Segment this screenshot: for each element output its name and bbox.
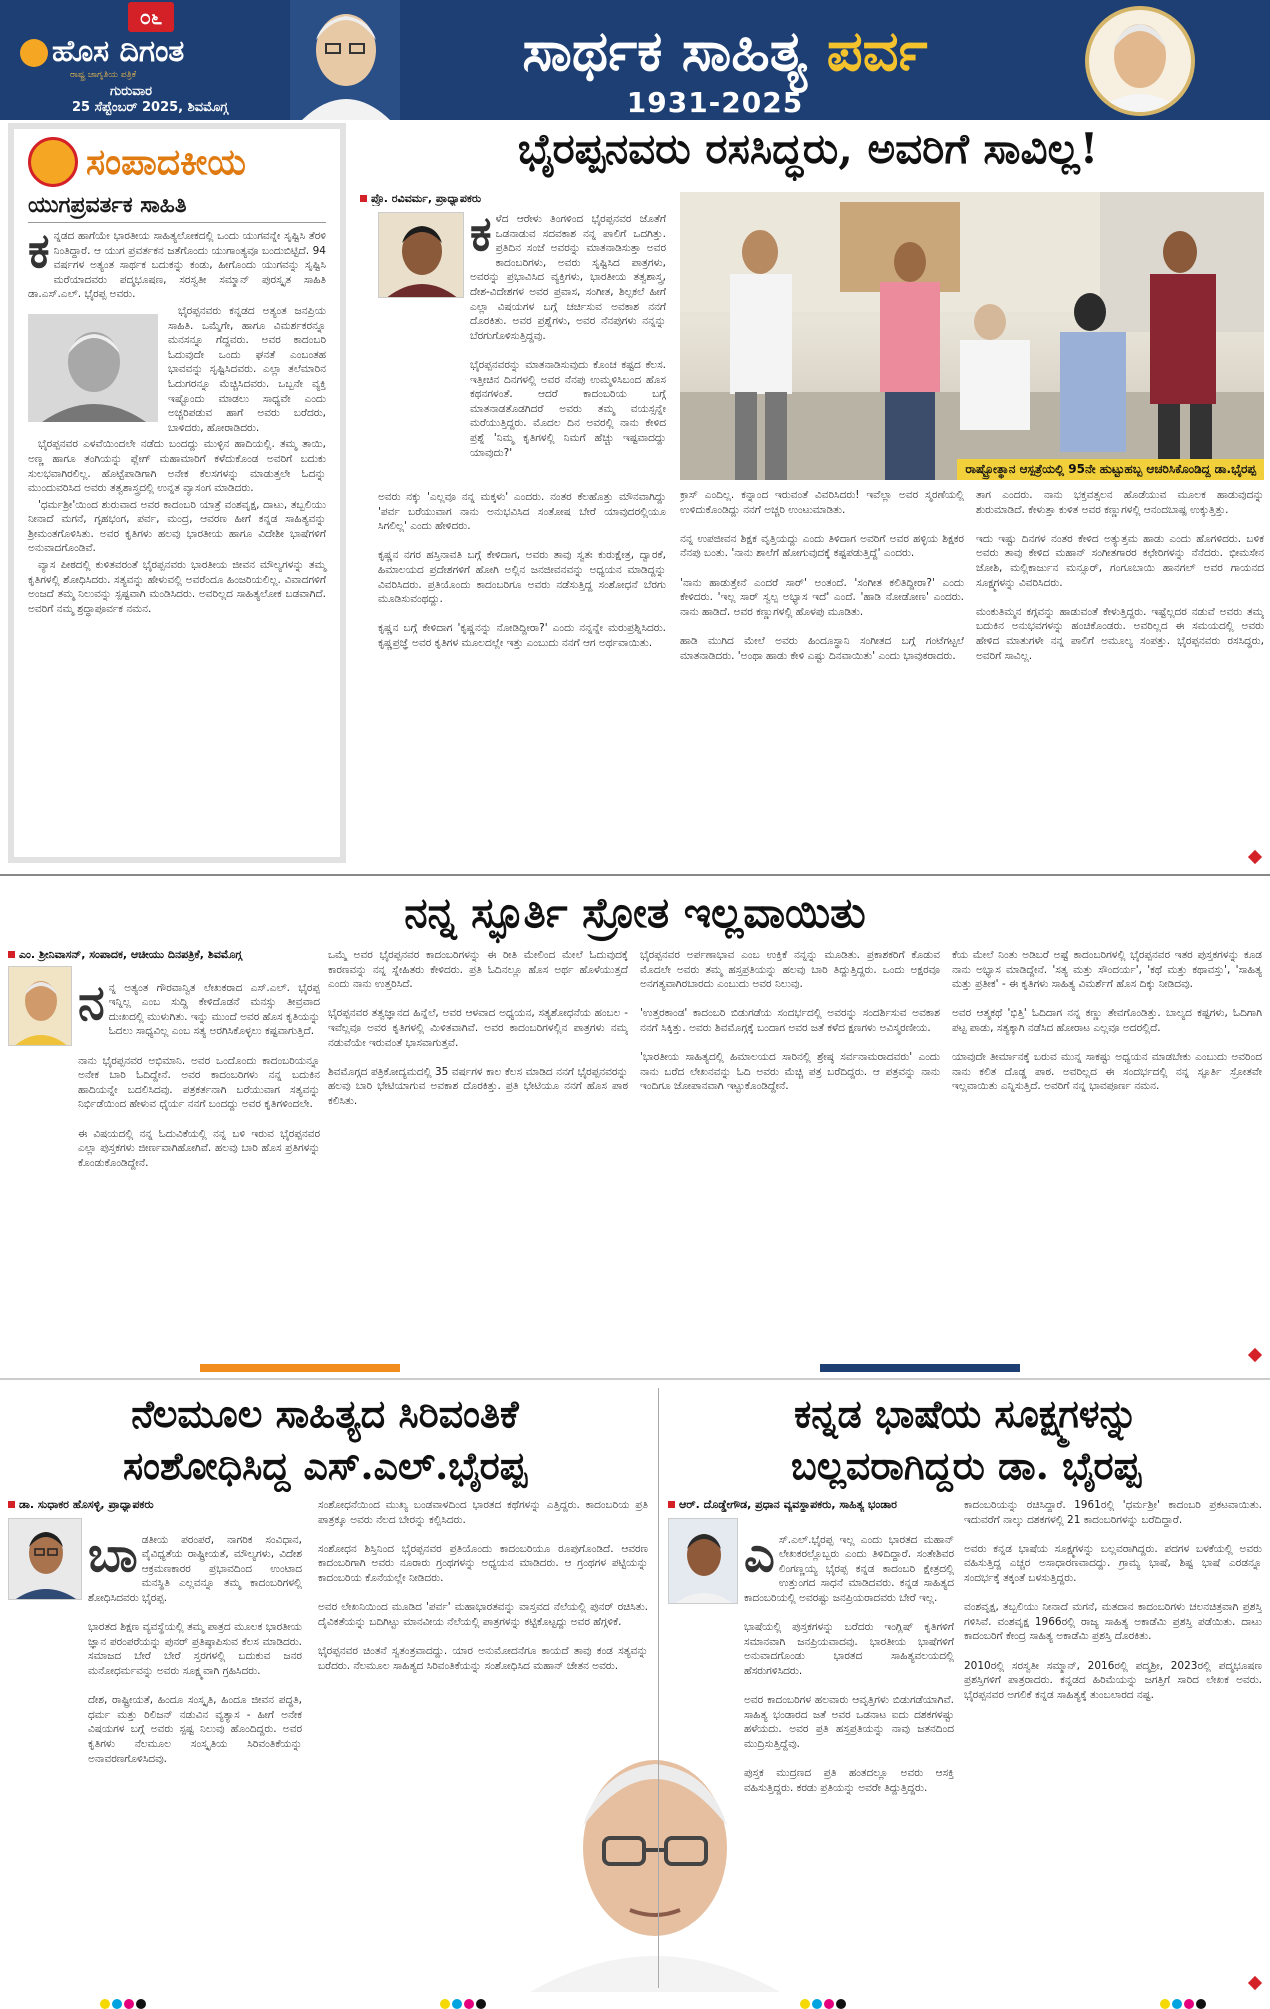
page-number: ೦೬ — [128, 2, 174, 32]
article3-author-photo — [8, 1518, 82, 1600]
portrait-right-frame — [1085, 6, 1195, 116]
issue-date: 25 ಸೆಪ್ಟೆಂಬರ್ 2025, ಶಿವಮೊಗ್ಗ — [72, 100, 229, 115]
print-registration-marks — [100, 1994, 148, 2006]
editorial-portrait-image — [28, 314, 158, 422]
photo-caption: ರಾಷ್ಟ್ರೋತ್ಥಾನ ಆಸ್ಪತ್ರೆಯಲ್ಲಿ 95ನೇ ಹುಟ್ಟುಹಬ್ಬ ಆಚರಿಸಿಕೊಂಡಿದ್ದ ಡಾ.ಭೈರಪ್ಪ — [957, 459, 1264, 480]
article2-author-photo — [8, 966, 72, 1046]
special-page-title — [400, 18, 1050, 85]
article3-col-2-text: ಸಂಶೋಧನೆಯಿಂದ ಮುಖ್ಯ ಬಂಡವಾಳದಿಂದ ಭಾರತದ ಕಥೆಗಳನ್ನು ಎತ್ತಿದ್ದರು. ಕಾದಂಬರಿಯ ಪ್ರತಿ ಪಾತ್ರಕ್ಕೂ ಅವರು ನೆಲದ ಬೇರನ್ನು ಕಲ್ಪಿಸಿದರು. ಸಂಶೋಧನ ಶಿಸ್ತಿನಿಂದ ಭೈರಪ್ಪನವರ ಪ್ರತಿಯೊಂದು ಕಾದಂಬರಿಯೂ ರೂಪುಗೊಂಡಿದೆ. ಆವರಣ ಕಾದಂಬರಿಗಾಗಿ ಅವರು ನೂರಾರು ಗ್ರಂಥಗಳನ್ನು ಅಧ್ಯಯನ ಮಾಡಿದರು. ಆ ಗ್ರಂಥಗಳ ಪಟ್ಟಿಯನ್ನು ಕಾದಂಬರಿಯ ಕೊನೆಯಲ್ಲೇ ನೀಡಿದರು. ಅವರ ಲೇಖನಿಯಿಂದ ಮೂಡಿದ 'ಪರ್ವ' ಮಹಾಭಾರತವನ್ನು ವಾಸ್ತವದ ನೆಲೆಯಲ್ಲಿ ಪುನರ್ ರಚಿಸಿತು. ದೈವಿಕತೆಯನ್ನು ಬದಿಗಿಟ್ಟು ಮಾನವೀಯ ನೆಲೆಯಲ್ಲಿ ಪಾತ್ರಗಳನ್ನು ಕಟ್ಟಿಕೊಟ್ಟದ್ದು ಅವರ ಹೆಗ್ಗಳಿಕೆ. ಭೈರಪ್ಪನವರ ಚಿಂತನೆ ಸ್ವತಂತ್ರವಾದದ್ದು. ಯಾರ ಅನುಮೋದನೆಗೂ ಕಾಯದೆ ತಾವು ಕಂಡ ಸತ್ಯವನ್ನು ಬರೆದರು. ನೆಲಮೂಲ ಸಾಹಿತ್ಯದ ಸಿರಿವಂತಿಕೆಯನ್ನು ಸಂಶೋಧಿಸಿದ ಮಹಾನ್ ಚೇತನ ಅವರು. — [318, 1499, 648, 1672]
main-headline: ಭೈರಪ್ಪನವರು ರಸಸಿದ್ಧರು, ಅವರಿಗೆ ಸಾವಿಲ್ಲ! — [517, 124, 1099, 173]
article4-col-1 — [744, 1518, 954, 1990]
article3-headline — [0, 1388, 650, 1492]
main-photo — [680, 192, 1264, 480]
article3-dropcap: ಬಾ — [88, 1526, 138, 1583]
main-col-4-text: ತಾಗ ಎಂದರು. ನಾನು ಭಕ್ತವತ್ಸಲನ ಹೊಡೆಯುವ ಮೂಲಕ ಹಾಡುವುದನ್ನು ಶುರುಮಾಡಿದೆ. ಕೇಳುತ್ತಾ ಕುಳಿತ ಅವರ ಕಣ್ಣುಗಳಲ್ಲಿ ಆನಂದಬಾಷ್ಪ ಉಕ್ಕುತ್ತಿತ್ತು. ಇದು ಇಷ್ಟು ದಿನಗಳ ನಂತರ ಕೇಳಿದ ಅತ್ಯುತ್ತಮ ಹಾಡು ಎಂದು ಹೊಗಳಿದರು. ಬಳಿಕ ಅವರು ತಾವು ಕೇಳಿದ ಮಹಾನ್ ಸಂಗೀತಗಾರರ ಕಛೇರಿಗಳನ್ನು ನೆನೆದರು. ಭೀಮಸೇನ ಜೋಶಿ, ಮಲ್ಲಿಕಾರ್ಜುನ ಮನ್ಸೂರ್, ಗಂಗೂಬಾಯಿ ಹಾನಗಲ್ ಅವರ ಗಾಯನದ ಸೂಕ್ಷ್ಮಗಳನ್ನು ವಿವರಿಸಿದರು. ಮಂಕುತಿಮ್ಮನ ಕಗ್ಗವನ್ನು ಹಾಡುವಂತೆ ಕೇಳುತ್ತಿದ್ದರು. ಇಷ್ಟೆಲ್ಲದರ ನಡುವೆ ಅವರು ತಮ್ಮ ಬದುಕಿನ ಅನುಭವಗಳನ್ನು ಹಂಚಿಕೊಂಡರು. ಅವರಿಲ್ಲದ ಈ ಸಮಯದಲ್ಲಿ ಅವರು ಹೇಳಿದ ಮಾತುಗಳೇ ನನ್ನ ಪಾಲಿಗೆ ಅಮೂಲ್ಯ ಸಂಪತ್ತು. ಭೈರಪ್ಪನವರು ರಸಸಿದ್ಧರು, ಅವರಿಗೆ ಸಾವಿಲ್ಲ. — [976, 489, 1264, 662]
main-byline-wrap — [360, 192, 510, 206]
title-part2: ಪರ್ವ — [826, 18, 928, 84]
brand-name — [20, 34, 184, 69]
editorial-paragraph: ವ್ಯಾಸ ಪೀಠದಲ್ಲಿ ಕುಳಿತವರಂತೆ ಭೈರಪ್ಪನವರು ಭಾರತೀಯ ಜೀವನ ಮೌಲ್ಯಗಳನ್ನು ತಮ್ಮ ಕೃತಿಗಳಲ್ಲಿ ಶೋಧಿಸಿದರು. ಸತ್ಯವನ್ನು ಹೇಳುವಲ್ಲಿ ಅವರೆಂದೂ ಹಿಂಜರಿಯಲಿಲ್ಲ. ವಿವಾದಗಳಿಗೆ ಅಂಜದೆ ತಮ್ಮ ನಿಲುವನ್ನು ಸ್ಪಷ್ಟವಾಗಿ ಮಂಡಿಸಿದರು. ಅವರಿಲ್ಲದ ಸಾಹಿತ್ಯಲೋಕ ಬಡವಾಗಿದೆ. ಅವರಿಗೆ ನಮ್ಮ ಶ್ರದ್ಧಾಪೂರ್ವಕ ನಮನ. — [28, 559, 326, 615]
editorial-logo-icon — [28, 137, 78, 187]
editorial-subtitle: ಯುಗಪ್ರವರ್ತಕ ಸಾಹಿತಿ — [28, 193, 326, 223]
portrait-left-image — [290, 0, 400, 120]
editorial-paragraph: 'ಧರ್ಮಶ್ರೀ'ಯಿಂದ ಶುರುವಾದ ಅವರ ಕಾದಂಬರಿ ಯಾತ್ರೆ ವಂಶವೃಕ್ಷ, ದಾಟು, ತಬ್ಬಲಿಯು ನೀನಾದೆ ಮಗನೆ, ಗೃಹಭಂಗ, ಪರ್ವ, ಮಂದ್ರ, ಆವರಣ ಹೀಗೆ ಕನ್ನಡ ಸಾಹಿತ್ಯವನ್ನು ಶ್ರೀಮಂತಗೊಳಿಸಿತು. ಅವರ ಕೃತಿಗಳು ಹಲವು ಭಾರತೀಯ ಹಾಗೂ ವಿದೇಶೀ ಭಾಷೆಗಳಿಗೆ ಅನುವಾದಗೊಂಡಿವೆ. — [28, 498, 326, 555]
hospital-birthday-photo — [680, 192, 1264, 480]
article4-author-photo — [668, 1518, 738, 1604]
main-dropcap: ಕ — [470, 212, 492, 262]
editorial-box — [8, 123, 346, 863]
color-bar-blue — [820, 1364, 1020, 1372]
article3-headline-line1: ನೆಲಮೂಲ ಸಾಹಿತ್ಯದ ಸಿರಿವಂತಿಕೆ — [131, 1391, 519, 1436]
article3-headline-line2: ಸಂಶೋಧಿಸಿದ್ದ ಎಸ್.ಎಲ್.ಭೈರಪ್ಪ — [123, 1443, 527, 1488]
editorial-paragraph: ನ್ನಡದ ಹಾಗೆಯೇ ಭಾರತೀಯ ಸಾಹಿತ್ಯಲೋಕದಲ್ಲಿ ಒಂದು ಯುಗವನ್ನೇ ಸೃಷ್ಟಿಸಿ ತೆರಳಿ ನಿಂತಿದ್ದಾರೆ. ಆ ಯುಗ ಪ್ರವರ್ತಕನ ಜತೆಗೊಂದು ಯುಗಾಂತ್ಯವೂ ಬಂದುಬಿಟ್ಟಿದೆ. 94 ವರ್ಷಗಳ ಅತ್ಯಂತ ಸಾರ್ಥಕ ಬದುಕನ್ನು ಕಂಡು, ಹೀಗೊಂದು ಯುಗವನ್ನು ಸೃಷ್ಟಿಸಿ ಮರೆಯಾದವರು ಪದ್ಮಭೂಷಣ, ಸರಸ್ವತೀ ಸಮ್ಮಾನ್ ಪುರಸ್ಕೃತ ಸಾಹಿತಿ ಡಾ.ಎಸ್.ಎಲ್. ಭೈರಪ್ಪ ಅವರು. — [28, 230, 326, 301]
article4-byline: ಆರ್. ದೊಡ್ಡೇಗೌಡ, ಪ್ರಧಾನ ವ್ಯವಸ್ಥಾಪಕರು, ಸಾಹಿತ್ಯ ಭಂಡಾರ — [679, 1498, 897, 1511]
article3-byline: ಡಾ. ಸುಧಾಕರ ಹೊಸಳ್ಳಿ, ಪ್ರಾಧ್ಯಾಪಕರು — [19, 1498, 154, 1511]
main-col-1-text: ಳೆದ ಆರೇಳು ತಿಂಗಳಿಂದ ಭೈರಪ್ಪನವರ ಜೊತೆಗೆ ಒಡನಾಡುವ ಸದವಕಾಶ ನನ್ನ ಪಾಲಿಗೆ ಒದಗಿತ್ತು. ಪ್ರತಿದಿನ ಸಂಜೆ ಅವರನ್ನು ಮಾತನಾಡಿಸುತ್ತಾ ಅವರ ಕಾದಂಬರಿಗಳು, ಅವರು ಸೃಷ್ಟಿಸಿದ ಪಾತ್ರಗಳು, ಅವರನ್ನು ಪ್ರಭಾವಿಸಿದ ವ್ಯಕ್ತಿಗಳು, ಭಾರತೀಯ ತತ್ವಶಾಸ್ತ್ರ, ದೇಶ-ವಿದೇಶಗಳ ಅವರ ಪ್ರವಾಸ, ಸಂಗೀತ, ಶಿಲ್ಪಕಲೆ ಹೀಗೆ ಎಲ್ಲಾ ವಿಷಯಗಳ ಬಗ್ಗೆ ಚರ್ಚಿಸುವ ಅವಕಾಶ ನನಗೆ ದೊರಕಿತು. ಅವರ ಪ್ರಶ್ನೆಗಳು, ಅವರ ನೆನಪುಗಳು ನನ್ನನ್ನು ಬೆರಗುಗೊಳಿಸುತ್ತಿದ್ದವು. ಭೈರಪ್ಪನವರನ್ನು ಮಾತನಾಡಿಸುವುದು ಕೊಂಚ ಕಷ್ಟದ ಕೆಲಸ. ಇತ್ತೀಚಿನ ದಿನಗಳಲ್ಲಿ ಅವರ ನೆನಪು ಉಮ್ಮಳಿಸಿಬಂದ ಹೊಸ ಕಥನಗಳಂತೆ. ಆದರೆ ಕಾದಂಬರಿಯ ಬಗ್ಗೆ ಮಾತನಾಡತೊಡಗಿದರೆ ಅವರು ತಮ್ಮ ವಯಸ್ಸನ್ನೇ ಮರೆಯುತ್ತಿದ್ದರು. ಮೊದಲ ದಿನ ಅವರಲ್ಲಿ ನಾನು ಕೇಳಿದ ಪ್ರಶ್ನೆ 'ನಿಮ್ಮ ಕೃತಿಗಳಲ್ಲಿ ನಿಮಗೆ ಹೆಚ್ಚು ಇಷ್ಟವಾದದ್ದು ಯಾವುದು?' — [470, 213, 666, 459]
article3-col-1-text: ಡತೀಯ ಪರಂಪರೆ, ನಾಗರಿಕ ಸಂವಿಧಾನ, ವೈವಿಧ್ಯತೆಯ ರಾಷ್ಟ್ರೀಯತೆ, ಮೌಲ್ಯಗಳು, ವಿದೇಶ ಆಕ್ರಮಣಕಾರರ ಪ್ರಭಾವದಿಂದ ಉಂಟಾದ ಮನಸ್ಥಿತಿ ಎಲ್ಲವನ್ನೂ ತಮ್ಮ ಕಾದಂಬರಿಗಳಲ್ಲಿ ಶೋಧಿಸಿದವರು ಭೈರಪ್ಪ. ಭಾರತದ ಶಿಕ್ಷಣ ವ್ಯವಸ್ಥೆಯಲ್ಲಿ ತಮ್ಮ ಪಾತ್ರದ ಮೂಲಕ ಭಾರತೀಯ ಜ್ಞಾನ ಪರಂಪರೆಯನ್ನು ಪುನರ್ ಪ್ರತಿಷ್ಠಾಪಿಸುವ ಕೆಲಸ ಮಾಡಿದರು. ಸಮಾಜದ ಬೇರೆ ಬೇರೆ ಸ್ತರಗಳಲ್ಲಿ ಬದುಕುವ ಜನರ ಮನೋಧರ್ಮವನ್ನು ಅವರು ಸೂಕ್ಷ್ಮವಾಗಿ ಗ್ರಹಿಸಿದರು. ದೇಶ, ರಾಷ್ಟ್ರೀಯತೆ, ಹಿಂದೂ ಸಂಸ್ಕೃತಿ, ಹಿಂದೂ ಜೀವನ ಪದ್ಧತಿ, ಧರ್ಮ ಮತ್ತು ರಿಲಿಜನ್ ನಡುವಿನ ವ್ಯತ್ಯಾಸ - ಹೀಗೆ ಅನೇಕ ವಿಷಯಗಳ ಬಗ್ಗೆ ಅವರು ಸ್ಪಷ್ಟ ನಿಲುವು ಹೊಂದಿದ್ದರು. ಅವರ ಕೃತಿಗಳು ನೆಲಮೂಲ ಸಂಸ್ಕೃತಿಯ ಸಿರಿವಂತಿಕೆಯನ್ನು ಅನಾವರಣಗೊಳಿಸಿದವು. — [88, 1533, 302, 1765]
brand-tagline: ರಾಷ್ಟ್ರ ಜಾಗೃತಿಯ ಪತ್ರಿಕೆ — [70, 70, 137, 80]
article4-headline-line2: ಬಲ್ಲವರಾಗಿದ್ದರು ಡಾ. ಭೈರಪ್ಪ — [791, 1443, 1141, 1488]
article4-col-2-text: ಕಾದಂಬರಿಯನ್ನು ರಚಿಸಿದ್ದಾರೆ. 1961ರಲ್ಲಿ 'ಧರ್ಮಶ್ರೀ' ಕಾದಂಬರಿ ಪ್ರಕಟವಾಯಿತು. ಇದುವರೆಗೆ ನಾಲ್ಕು ದಶಕಗಳಲ್ಲಿ 21 ಕಾದಂಬರಿಗಳನ್ನು ಬರೆದಿದ್ದಾರೆ. ಅವರು ಕನ್ನಡ ಭಾಷೆಯ ಸೂಕ್ಷ್ಮಗಳನ್ನು ಬಲ್ಲವರಾಗಿದ್ದರು. ಪದಗಳ ಬಳಕೆಯಲ್ಲಿ ಅವರು ವಹಿಸುತ್ತಿದ್ದ ಎಚ್ಚರ ಅಸಾಧಾರಣವಾದದ್ದು. ಗ್ರಾಮ್ಯ ಭಾಷೆ, ಶಿಷ್ಟ ಭಾಷೆ ಎರಡನ್ನೂ ಸಂದರ್ಭಕ್ಕೆ ತಕ್ಕಂತೆ ಬಳಸುತ್ತಿದ್ದರು. ವಂಶವೃಕ್ಷ, ತಬ್ಬಲಿಯು ನೀನಾದೆ ಮಗನೆ, ಮತದಾನ ಕಾದಂಬರಿಗಳು ಚಲನಚಿತ್ರವಾಗಿ ಪ್ರಶಸ್ತಿ ಗಳಿಸಿವೆ. ವಂಶವೃಕ್ಷ 1966ರಲ್ಲಿ ರಾಜ್ಯ ಸಾಹಿತ್ಯ ಅಕಾಡೆಮಿ ಪ್ರಶಸ್ತಿ ಪಡೆಯಿತು. ದಾಟು ಕಾದಂಬರಿಗೆ ಕೇಂದ್ರ ಸಾಹಿತ್ಯ ಅಕಾಡೆಮಿ ಪ್ರಶಸ್ತಿ ದೊರಕಿತು. 2010ರಲ್ಲಿ ಸರಸ್ವತೀ ಸಮ್ಮಾನ್, 2016ರಲ್ಲಿ ಪದ್ಮಶ್ರೀ, 2023ರಲ್ಲಿ ಪದ್ಮಭೂಷಣ ಪ್ರಶಸ್ತಿಗಳಿಗೆ ಪಾತ್ರರಾದರು. ಕನ್ನಡದ ಹಿರಿಮೆಯನ್ನು ಜಗತ್ತಿಗೆ ಸಾರಿದ ಲೇಖಕ ಅವರು. ಭೈರಪ್ಪನವರ ಅಗಲಿಕೆ ಕನ್ನಡ ಸಾಹಿತ್ಯಕ್ಕೆ ತುಂಬಲಾರದ ನಷ್ಟ. — [964, 1499, 1262, 1701]
column-separator — [658, 1388, 659, 1988]
article2-col-2-text: ಒಮ್ಮೆ ಅವರ ಭೈರಪ್ಪನವರ ಕಾದಂಬರಿಗಳನ್ನು ಈ ರೀತಿ ಮೇಲಿಂದ ಮೇಲೆ ಓದುವುದಕ್ಕೆ ಕಾರಣವನ್ನು ನನ್ನ ಸ್ನೇಹಿತರು ಕೇಳಿದರು. ಪ್ರತಿ ಓದಿನಲ್ಲೂ ಹೊಸ ಅರ್ಥ ಹೊಳೆಯುತ್ತದೆ ಎಂದು ನಾನು ಉತ್ತರಿಸಿದೆ. ಭೈರಪ್ಪನವರ ತತ್ವಜ್ಞಾನದ ಹಿನ್ನೆಲೆ, ಅವರ ಆಳವಾದ ಅಧ್ಯಯನ, ಸತ್ಯಶೋಧನೆಯ ಹಂಬಲ - ಇವೆಲ್ಲವೂ ಅವರ ಕೃತಿಗಳಲ್ಲಿ ಮಿಳಿತವಾಗಿವೆ. ಅವರ ಕಾದಂಬರಿಗಳಲ್ಲಿನ ಪಾತ್ರಗಳು ನಮ್ಮ ನಡುವೆಯೇ ಇರುವಂತೆ ಭಾಸವಾಗುತ್ತವೆ. ಶಿವಮೊಗ್ಗದ ಪತ್ರಿಕೋದ್ಯಮದಲ್ಲಿ 35 ವರ್ಷಗಳ ಕಾಲ ಕೆಲಸ ಮಾಡಿದ ನನಗೆ ಭೈರಪ್ಪನವರನ್ನು ಹಲವು ಬಾರಿ ಭೇಟಿಯಾಗುವ ಅವಕಾಶ ದೊರಕಿತ್ತು. ಪ್ರತಿ ಭೇಟಿಯೂ ನನಗೆ ಹೊಸ ಪಾಠ ಕಲಿಸಿತು. — [328, 949, 628, 1107]
color-bar-orange — [200, 1364, 400, 1372]
editorial-paragraph: ಭೈರಪ್ಪನವರ ಎಳವೆಯಿಂದಲೇ ನಡೆದು ಬಂದದ್ದು ಮುಳ್ಳಿನ ಹಾದಿಯಲ್ಲಿ. ತಮ್ಮ ತಾಯಿ, ಅಣ್ಣ ಹಾಗೂ ತಂಗಿಯನ್ನು ಪ್ಲೇಗ್ ಮಹಾಮಾರಿಗೆ ಕಳೆದುಕೊಂಡ ಅವರಿಗೆ ಬದುಕು ಸುಲಭವಾಗಿರಲಿಲ್ಲ. ಹೊಟ್ಟೆಪಾಡಿಗಾಗಿ ಅನೇಕ ಕೆಲಸಗಳನ್ನು ಮಾಡುತ್ತಲೇ ಓದನ್ನು ಮುಂದುವರಿಸಿದ ಅವರು ತತ್ವಶಾಸ್ತ್ರದಲ್ಲಿ ಉನ್ನತ ವ್ಯಾಸಂಗ ಮಾಡಿದರು. — [28, 438, 326, 495]
article4-headline — [668, 1388, 1264, 1492]
print-registration-marks — [1160, 1994, 1208, 2006]
brand-text: ಹೊಸ ದಿಗಂತ — [52, 34, 185, 69]
main-author-photo — [378, 212, 464, 298]
section-divider — [0, 1378, 1270, 1380]
section-divider — [0, 874, 1270, 876]
main-col-1b-text: ಅವರು ನಕ್ಕು 'ಎಲ್ಲವೂ ನನ್ನ ಮಕ್ಕಳು' ಎಂದರು. ನಂತರ ಕೆಲಹೊತ್ತು ಮೌನವಾಗಿದ್ದು 'ಪರ್ವ ಬರೆಯುವಾಗ ನಾನು ಅನುಭವಿಸಿದ ಸಂತೋಷ ಬೇರೆ ಯಾವುದರಲ್ಲಿಯೂ ಸಿಗಲಿಲ್ಲ' ಎಂದು ಹೇಳಿದರು. ಕೃಷ್ಣನ ನಗರ ಹಸ್ತಿನಾವತಿ ಬಗ್ಗೆ ಕೇಳಿದಾಗ, ಅವರು ತಾವು ಸ್ವತಃ ಕುರುಕ್ಷೇತ್ರ, ದ್ವಾರಕೆ, ಹಿಮಾಲಯದ ಪ್ರದೇಶಗಳಿಗೆ ಹೋಗಿ ಅಲ್ಲಿನ ಜನಜೀವನವನ್ನು ಅಧ್ಯಯನ ಮಾಡಿದ್ದನ್ನು ವಿವರಿಸಿದರು. ಪ್ರತಿಯೊಂದು ಕಾದಂಬರಿಗೂ ಅವರು ನಡೆಸುತ್ತಿದ್ದ ಸಂಶೋಧನೆ ಬೆರಗು ಮೂಡಿಸುವಂಥದ್ದು. ಕೃಷ್ಣನ ಬಗ್ಗೆ ಕೇಳಿದಾಗ 'ಕೃಷ್ಣನನ್ನು ನೋಡಿದ್ದೀರಾ?' ಎಂದು ನನ್ನನ್ನೇ ಮರುಪ್ರಶ್ನಿಸಿದರು. ಕೃಷ್ಣಪ್ರಜ್ಞೆ ಅವರ ಕೃತಿಗಳ ಮೂಲದಲ್ಲೇ ಇತ್ತು ಎಂಬುದು ನನಗೆ ಆಗ ಅರ್ಥವಾಯಿತು. — [378, 491, 666, 649]
portrait-right-image — [1089, 10, 1191, 112]
article2-col-1-text: ನ್ನ ಅತ್ಯಂತ ಗೌರವಾನ್ವಿತ ಲೇಖಕರಾದ ಎಸ್.ಎಲ್. ಭೈರಪ್ಪ ಇನ್ನಿಲ್ಲ ಎಂಬ ಸುದ್ದಿ ಕೇಳಿದೊಡನೆ ಮನಸ್ಸು ತೀವ್ರವಾದ ದುಃಖದಲ್ಲಿ ಮುಳುಗಿತು. ಇನ್ನು ಮುಂದೆ ಅವರ ಹೊಸ ಕೃತಿಯನ್ನು ಓದಲು ಸಾಧ್ಯವಿಲ್ಲ ಎಂಬ ಸತ್ಯ ಅರಗಿಸಿಕೊಳ್ಳಲು ಕಷ್ಟವಾಗುತ್ತಿದೆ. ನಾನು ಭೈರಪ್ಪನವರ ಅಭಿಮಾನಿ. ಅವರ ಒಂದೊಂದು ಕಾದಂಬರಿಯನ್ನೂ ಅನೇಕ ಬಾರಿ ಓದಿದ್ದೇನೆ. ಅವರ ಕಾದಂಬರಿಗಳು ನನ್ನ ಬದುಕಿನ ಹಾದಿಯನ್ನೇ ಬದಲಿಸಿದವು. ಪತ್ರಕರ್ತನಾಗಿ ಬರೆಯುವಾಗ ಸತ್ಯವನ್ನು ನಿರ್ಭಿಡೆಯಿಂದ ಹೇಳುವ ಧೈರ್ಯ ನನಗೆ ಬಂದದ್ದು ಅವರ ಕೃತಿಗಳಿಂದಲೇ. ಈ ವಿಷಯದಲ್ಲಿ ನನ್ನ ಓದುವಿಕೆಯಲ್ಲಿ ನನ್ನ ಬಳಿ ಇರುವ ಭೈರಪ್ಪನವರ ಎಲ್ಲಾ ಪುಸ್ತಕಗಳು ಜೀರ್ಣವಾಗಿಹೋಗಿವೆ. ಹಲವು ಬಾರಿ ಹೊಸ ಪ್ರತಿಗಳನ್ನು ಕೊಂಡುಕೊಂಡಿದ್ದೇನೆ. — [78, 981, 320, 1169]
editorial-dropcap: ಕ — [28, 223, 50, 279]
editorial-label: ಸಂಪಾದಕೀಯ — [86, 140, 246, 183]
article2-col-4-text: ಕೆಯ ಮೇಲೆ ನಿಂತು ಅಡಿಬರೆ ಅಷ್ಟೆ ಕಾದಂಬರಿಗಳಲ್ಲಿ ಭೈರಪ್ಪನವರ ಇತರ ಪುಸ್ತಕಗಳನ್ನು ಕೂಡ ನಾನು ಅಭ್ಯಾಸ ಮಾಡಿದ್ದೇನೆ. 'ಸತ್ಯ ಮತ್ತು ಸೌಂದರ್ಯ', 'ಕಥೆ ಮತ್ತು ಕಥಾವಸ್ತು', 'ಸಾಹಿತ್ಯ ಮತ್ತು ಪ್ರತೀಕ' - ಈ ಕೃತಿಗಳು ಸಾಹಿತ್ಯ ವಿಮರ್ಶೆಗೆ ಹೊಸ ದಿಕ್ಕು ನೀಡಿದವು. ಅವರ ಆತ್ಮಕಥೆ 'ಭಿತ್ತಿ' ಓದಿದಾಗ ನನ್ನ ಕಣ್ಣು ತೇವಗೊಂಡಿತ್ತು. ಬಾಲ್ಯದ ಕಷ್ಟಗಳು, ಓದಿಗಾಗಿ ಪಟ್ಟ ಪಾಡು, ಸತ್ಯಕ್ಕಾಗಿ ನಡೆಸಿದ ಹೋರಾಟ ಎಲ್ಲವೂ ಅದರಲ್ಲಿದೆ. ಯಾವುದೇ ತೀರ್ಮಾನಕ್ಕೆ ಬರುವ ಮುನ್ನ ಸಾಕಷ್ಟು ಅಧ್ಯಯನ ಮಾಡಬೇಕು ಎಂಬುದು ಅವರಿಂದ ನಾನು ಕಲಿತ ದೊಡ್ಡ ಪಾಠ. ಅವರಿಲ್ಲದ ಈ ಸಂದರ್ಭದಲ್ಲಿ ನನ್ನ ಸ್ಫೂರ್ತಿ ಸ್ರೋತವೇ ಇಲ್ಲವಾಯಿತು ಎನ್ನಿಸುತ್ತಿದೆ. ಅವರಿಗೆ ನನ್ನ ಭಾವಪೂರ್ಣ ನಮನ. — [952, 949, 1262, 1093]
article4-col-1-text: ಸ್.ಎಲ್.ಭೈರಪ್ಪ ಇಲ್ಲ ಎಂದು ಭಾರತದ ಮಹಾನ್ ಲೇಖಕರಲ್ಲೊಬ್ಬರು ಎಂದು ತಿಳಿದಿದ್ದಾರೆ. ಸಂತೇಶಿವರ ಲಿಂಗಣ್ಣಯ್ಯ ಭೈರಪ್ಪ ಕನ್ನಡ ಕಾದಂಬರಿ ಕ್ಷೇತ್ರದಲ್ಲಿ ಉತ್ತುಂಗದ ಸಾಧನೆ ಮಾಡಿದವರು. ಕನ್ನಡ ಸಾಹಿತ್ಯದ ಕಾದಂಬರಿಯಲ್ಲಿ ಅವರಷ್ಟು ಜನಪ್ರಿಯರಾದವರು ಬೇರೆ ಇಲ್ಲ. ಭಾಷೆಯಲ್ಲಿ ಪುಸ್ತಕಗಳನ್ನು ಬರೆದರು ಇಂಗ್ಲಿಷ್ ಕೃತಿಗಳಿಗೆ ಸಮಾನವಾಗಿ ಜನಪ್ರಿಯವಾದವು. ಭಾರತೀಯ ಭಾಷೆಗಳಿಗೆ ಅನುವಾದಗೊಂಡು ಭಾರತದ ಸಾಹಿತ್ಯವಲಯದಲ್ಲಿ ಹೆಸರುಗಳಿಸಿದರು. ಅವರ ಕಾದಂಬರಿಗಳ ಹಲವಾರು ಆವೃತ್ತಿಗಳು ಬಿಡುಗಡೆಯಾಗಿವೆ. ಸಾಹಿತ್ಯ ಭಂಡಾರದ ಜತೆ ಅವರ ಒಡನಾಟ ಐದು ದಶಕಗಳಷ್ಟು ಹಳೆಯದು. ಅವರ ಪ್ರತಿ ಹಸ್ತಪ್ರತಿಯನ್ನು ನಾವು ಜತನದಿಂದ ಮುದ್ರಿಸುತ್ತಿದ್ದೆವು. ಪುಸ್ತಕ ಮುದ್ರಣದ ಪ್ರತಿ ಹಂತದಲ್ಲೂ ಅವರು ಆಸಕ್ತಿ ವಹಿಸುತ್ತಿದ್ದರು. ಕರಡು ಪ್ರತಿಯನ್ನು ಅವರೇ ತಿದ್ದುತ್ತಿದ್ದರು. — [744, 1533, 954, 1794]
title-part1: ಸಾರ್ಥಕ ಸಾಹಿತ್ಯ — [522, 18, 808, 84]
article2-dropcap: ನ — [78, 974, 105, 1031]
editorial-paragraph: ಭೈರಪ್ಪನವರು ಕನ್ನಡದ ಅತ್ಯಂತ ಜನಪ್ರಿಯ ಸಾಹಿತಿ. ಒಮ್ಮೆಗೇ, ಹಾಗೂ ವಿಮರ್ಶಕರನ್ನೂ ಮನಸನ್ನೂ ಗೆದ್ದವರು. ಅವರ ಕಾದಂಬರಿ ಓದುವುದೇ ಒಂದು ಘನತೆ ಎಂಬಂತಹ ಭಾವವನ್ನು ಸೃಷ್ಟಿಸಿದವರು. ಎಲ್ಲಾ ತಲೆಮಾರಿನ ಓದುಗರನ್ನೂ ಮೆಚ್ಚಿಸಿದವರು. ಒಬ್ಬನೇ ವ್ಯಕ್ತಿ ಇಷ್ಟೊಂದು ಮಾಡಲು ಸಾಧ್ಯವೇ ಎಂದು ಅಚ್ಚರಿಪಡುವ ಹಾಗೆ ಅವರು ಬರೆದರು, ಬಾಳಿದರು, ಹೋರಾಡಿದರು. — [168, 304, 326, 434]
article2-col-3-text: ಭೈರಪ್ಪನವರ ಅರ್ಪಣಾಭಾವ ಎಂಬ ಉಕ್ತಿಕೆ ನನ್ನನ್ನು ಮೂಡಿತು. ಪ್ರಕಾಶಕರಿಗೆ ಕೊಡುವ ಮೊದಲೇ ಅವರು ತಮ್ಮ ಹಸ್ತಪ್ರತಿಯನ್ನು ಹಲವು ಬಾರಿ ತಿದ್ದುತ್ತಿದ್ದರು. ಒಂದು ಅಕ್ಷರವೂ ಅನಗತ್ಯವಾಗಿರಬಾರದು ಎಂಬುದು ಅವರ ನಿಲುವು. 'ಉತ್ತರಕಾಂಡ' ಕಾದಂಬರಿ ಬಿಡುಗಡೆಯ ಸಂದರ್ಭದಲ್ಲಿ ಅವರನ್ನು ಸಂದರ್ಶಿಸುವ ಅವಕಾಶ ನನಗೆ ಸಿಕ್ಕಿತ್ತು. ಅವರು ಶಿವಮೊಗ್ಗಕ್ಕೆ ಬಂದಾಗ ಅವರ ಜತೆ ಕಳೆದ ಕ್ಷಣಗಳು ಅವಿಸ್ಮರಣೀಯ. 'ಭಾರತೀಯ ಸಾಹಿತ್ಯದಲ್ಲಿ ಹಿಮಾಲಯದ ಸಾರಿನಲ್ಲಿ ಶ್ರೇಷ್ಠ ಸರ್ವನಾಮರಾದವರು' ಎಂದು ನಾನು ಬರೆದ ಲೇಖನವನ್ನು ಓದಿ ಅವರು ಮೆಚ್ಚಿ ಪತ್ರ ಬರೆದಿದ್ದರು. ಆ ಪತ್ರವನ್ನು ನಾನು ಇಂದಿಗೂ ಜೋಪಾನವಾಗಿ ಇಟ್ಟುಕೊಂಡಿದ್ದೇನೆ. — [640, 949, 940, 1093]
masthead — [0, 0, 1270, 120]
print-registration-marks — [440, 1994, 488, 2006]
main-byline: ಪ್ರೊ. ರವಿವರ್ಮ, ಪ್ರಾಧ್ಯಾಪಕರು — [371, 192, 482, 205]
print-registration-marks — [800, 1994, 848, 2006]
issue-day: ಗುರುವಾರ — [110, 84, 152, 99]
main-col-3-text: ಕ್ರಾಸ್ ಎಂದಿಲ್ಲ. ಕನ್ನಾಂದ ಇರುವಂತೆ ವಿವರಿಸಿದರು! ಇವೆಲ್ಲಾ ಅವರ ಸ್ಮರಣೆಯಲ್ಲಿ ಉಳಿದುಕೊಂಡಿದ್ದು ನನಗೆ ಅಚ್ಚರಿ ಉಂಟುಮಾಡಿತು. ನನ್ನ ಉಪಜೀವನ ಶಿಕ್ಷಕ ವೃತ್ತಿಯದ್ದು ಎಂದು ತಿಳಿದಾಗ ಅವರಿಗೆ ಅವರ ಹಳ್ಳಿಯ ಶಿಕ್ಷಕರ ನೆನಪು ಬಂತು. 'ನಾನು ಶಾಲೆಗೆ ಹೋಗುವುದಕ್ಕೆ ಕಷ್ಟಪಡುತ್ತಿದ್ದೆ' ಎಂದರು. 'ನಾನು ಹಾಡುತ್ತೇನೆ ಎಂದರೆ ಸಾರ್' ಅಂತಂದೆ. 'ಸಂಗೀತ ಕಲಿತಿದ್ದೀರಾ?' ಎಂದು ಕೇಳಿದರು. 'ಇಲ್ಲ ಸಾರ್ ಸ್ವಲ್ಪ ಅಭ್ಯಾಸ ಇದೆ' ಎಂದೆ. 'ಹಾಡಿ ನೋಡೋಣ' ಎಂದರು. ನಾನು ಹಾಡಿದೆ. ಅವರ ಕಣ್ಣುಗಳಲ್ಲಿ ಹೊಳಪು ಮೂಡಿತು. ಹಾಡಿ ಮುಗಿದ ಮೇಲೆ ಅವರು ಹಿಂದೂಸ್ಥಾನಿ ಸಂಗೀತದ ಬಗ್ಗೆ ಗಂಟೆಗಟ್ಟಲೆ ಮಾತನಾಡಿದರು. 'ಅಂಥಾ ಹಾಡು ಕೇಳಿ ಎಷ್ಟು ದಿನವಾಯಿತು' ಎಂದು ಭಾವುಕರಾದರು. — [680, 489, 964, 662]
article2-byline: ಎಂ. ಶ್ರೀನಿವಾಸನ್, ಸಂಪಾದಕ, ಆಚೀಯು ದಿನಪತ್ರಿಕೆ, ಶಿವಮೊಗ್ಗ — [19, 948, 243, 961]
article2-headline: ನನ್ನ ಸ್ಫೂರ್ತಿ ಸ್ರೋತ ಇಲ್ಲವಾಯಿತು — [404, 888, 866, 937]
article4-headline-line1: ಕನ್ನಡ ಭಾಷೆಯ ಸೂಕ್ಷ್ಮಗಳನ್ನು — [794, 1391, 1138, 1436]
article2-col-1 — [78, 966, 320, 1360]
brand-logo-icon — [20, 39, 48, 67]
article4-dropcap: ಎ — [744, 1526, 775, 1583]
article3-col-1 — [88, 1518, 302, 1990]
life-years: 1931-2025 — [626, 86, 804, 119]
